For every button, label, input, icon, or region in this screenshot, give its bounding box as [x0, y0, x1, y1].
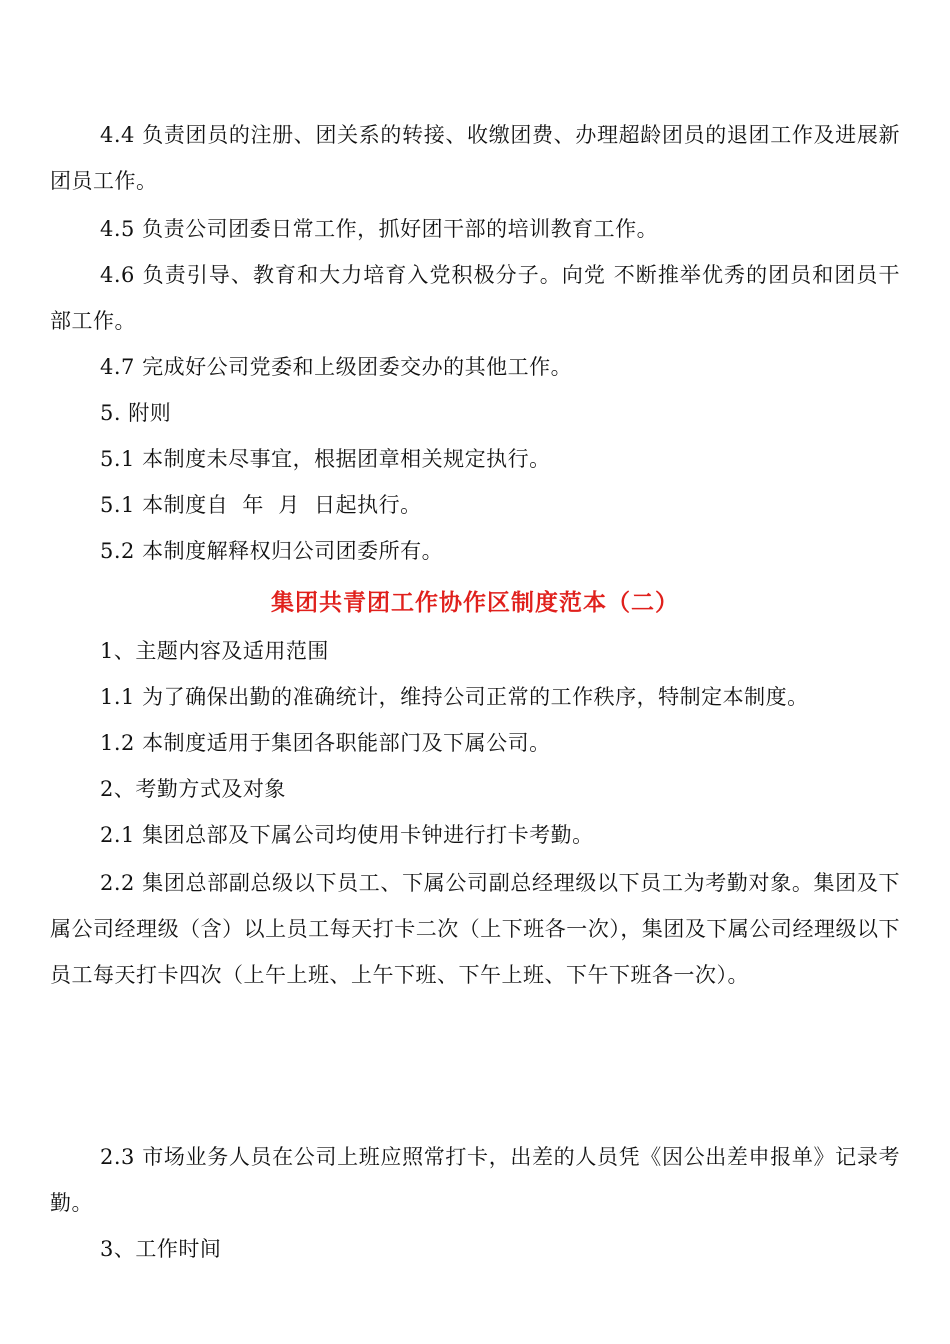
- paragraph-5-1: 5.1 本制度未尽事宜，根据团章相关规定执行。: [100, 447, 551, 471]
- section-heading-5: 5. 附则: [100, 401, 172, 425]
- section-heading-3: 3、工作时间: [100, 1237, 222, 1261]
- section-heading-2: 2、考勤方式及对象: [100, 777, 286, 801]
- paragraph-4-5: 4.5 负责公司团委日常工作，抓好团干部的培训教育工作。: [100, 217, 659, 241]
- paragraph-2-3: 2.3 市场业务人员在公司上班应照常打卡，出差的人员凭《因公出差申报单》记录考勤。: [50, 1145, 900, 1215]
- paragraph-1-1: 1.1 为了确保出勤的准确统计，维持公司正常的工作秩序，特制定本制度。: [100, 685, 809, 709]
- paragraph-4-7: 4.7 完成好公司党委和上级团委交办的其他工作。: [100, 355, 573, 379]
- paragraph-5-2: 5.2 本制度解释权归公司团委所有。: [100, 539, 444, 563]
- section-heading-1: 1、主题内容及适用范围: [100, 639, 329, 663]
- document-title: 集团共青团工作协作区制度范本（二）: [271, 589, 679, 616]
- paragraph-5-1-date: 5.1 本制度自 年 月 日起执行。: [100, 493, 422, 517]
- paragraph-2-1: 2.1 集团总部及下属公司均使用卡钟进行打卡考勤。: [100, 823, 594, 847]
- paragraph-2-2: 2.2 集团总部副总级以下员工、下属公司副总经理级以下员工为考勤对象。集团及下属公司经理级（含）以上员工每天打卡二次（上下班各一次），集团及下属公司经理级以下员工每天打卡四次（上午上班、上午下班、下午上班、下午下班各一次）。: [50, 871, 900, 987]
- paragraph-4-6: 4.6 负责引导、教育和大力培育入党积极分子。向党 不断推举优秀的团员和团员干部工作。: [50, 263, 900, 333]
- paragraph-1-2: 1.2 本制度适用于集团各职能部门及下属公司。: [100, 731, 551, 755]
- paragraph-4-4: 4.4 负责团员的注册、团关系的转接、收缴团费、办理超龄团员的退团工作及进展新团员工作。: [50, 123, 900, 193]
